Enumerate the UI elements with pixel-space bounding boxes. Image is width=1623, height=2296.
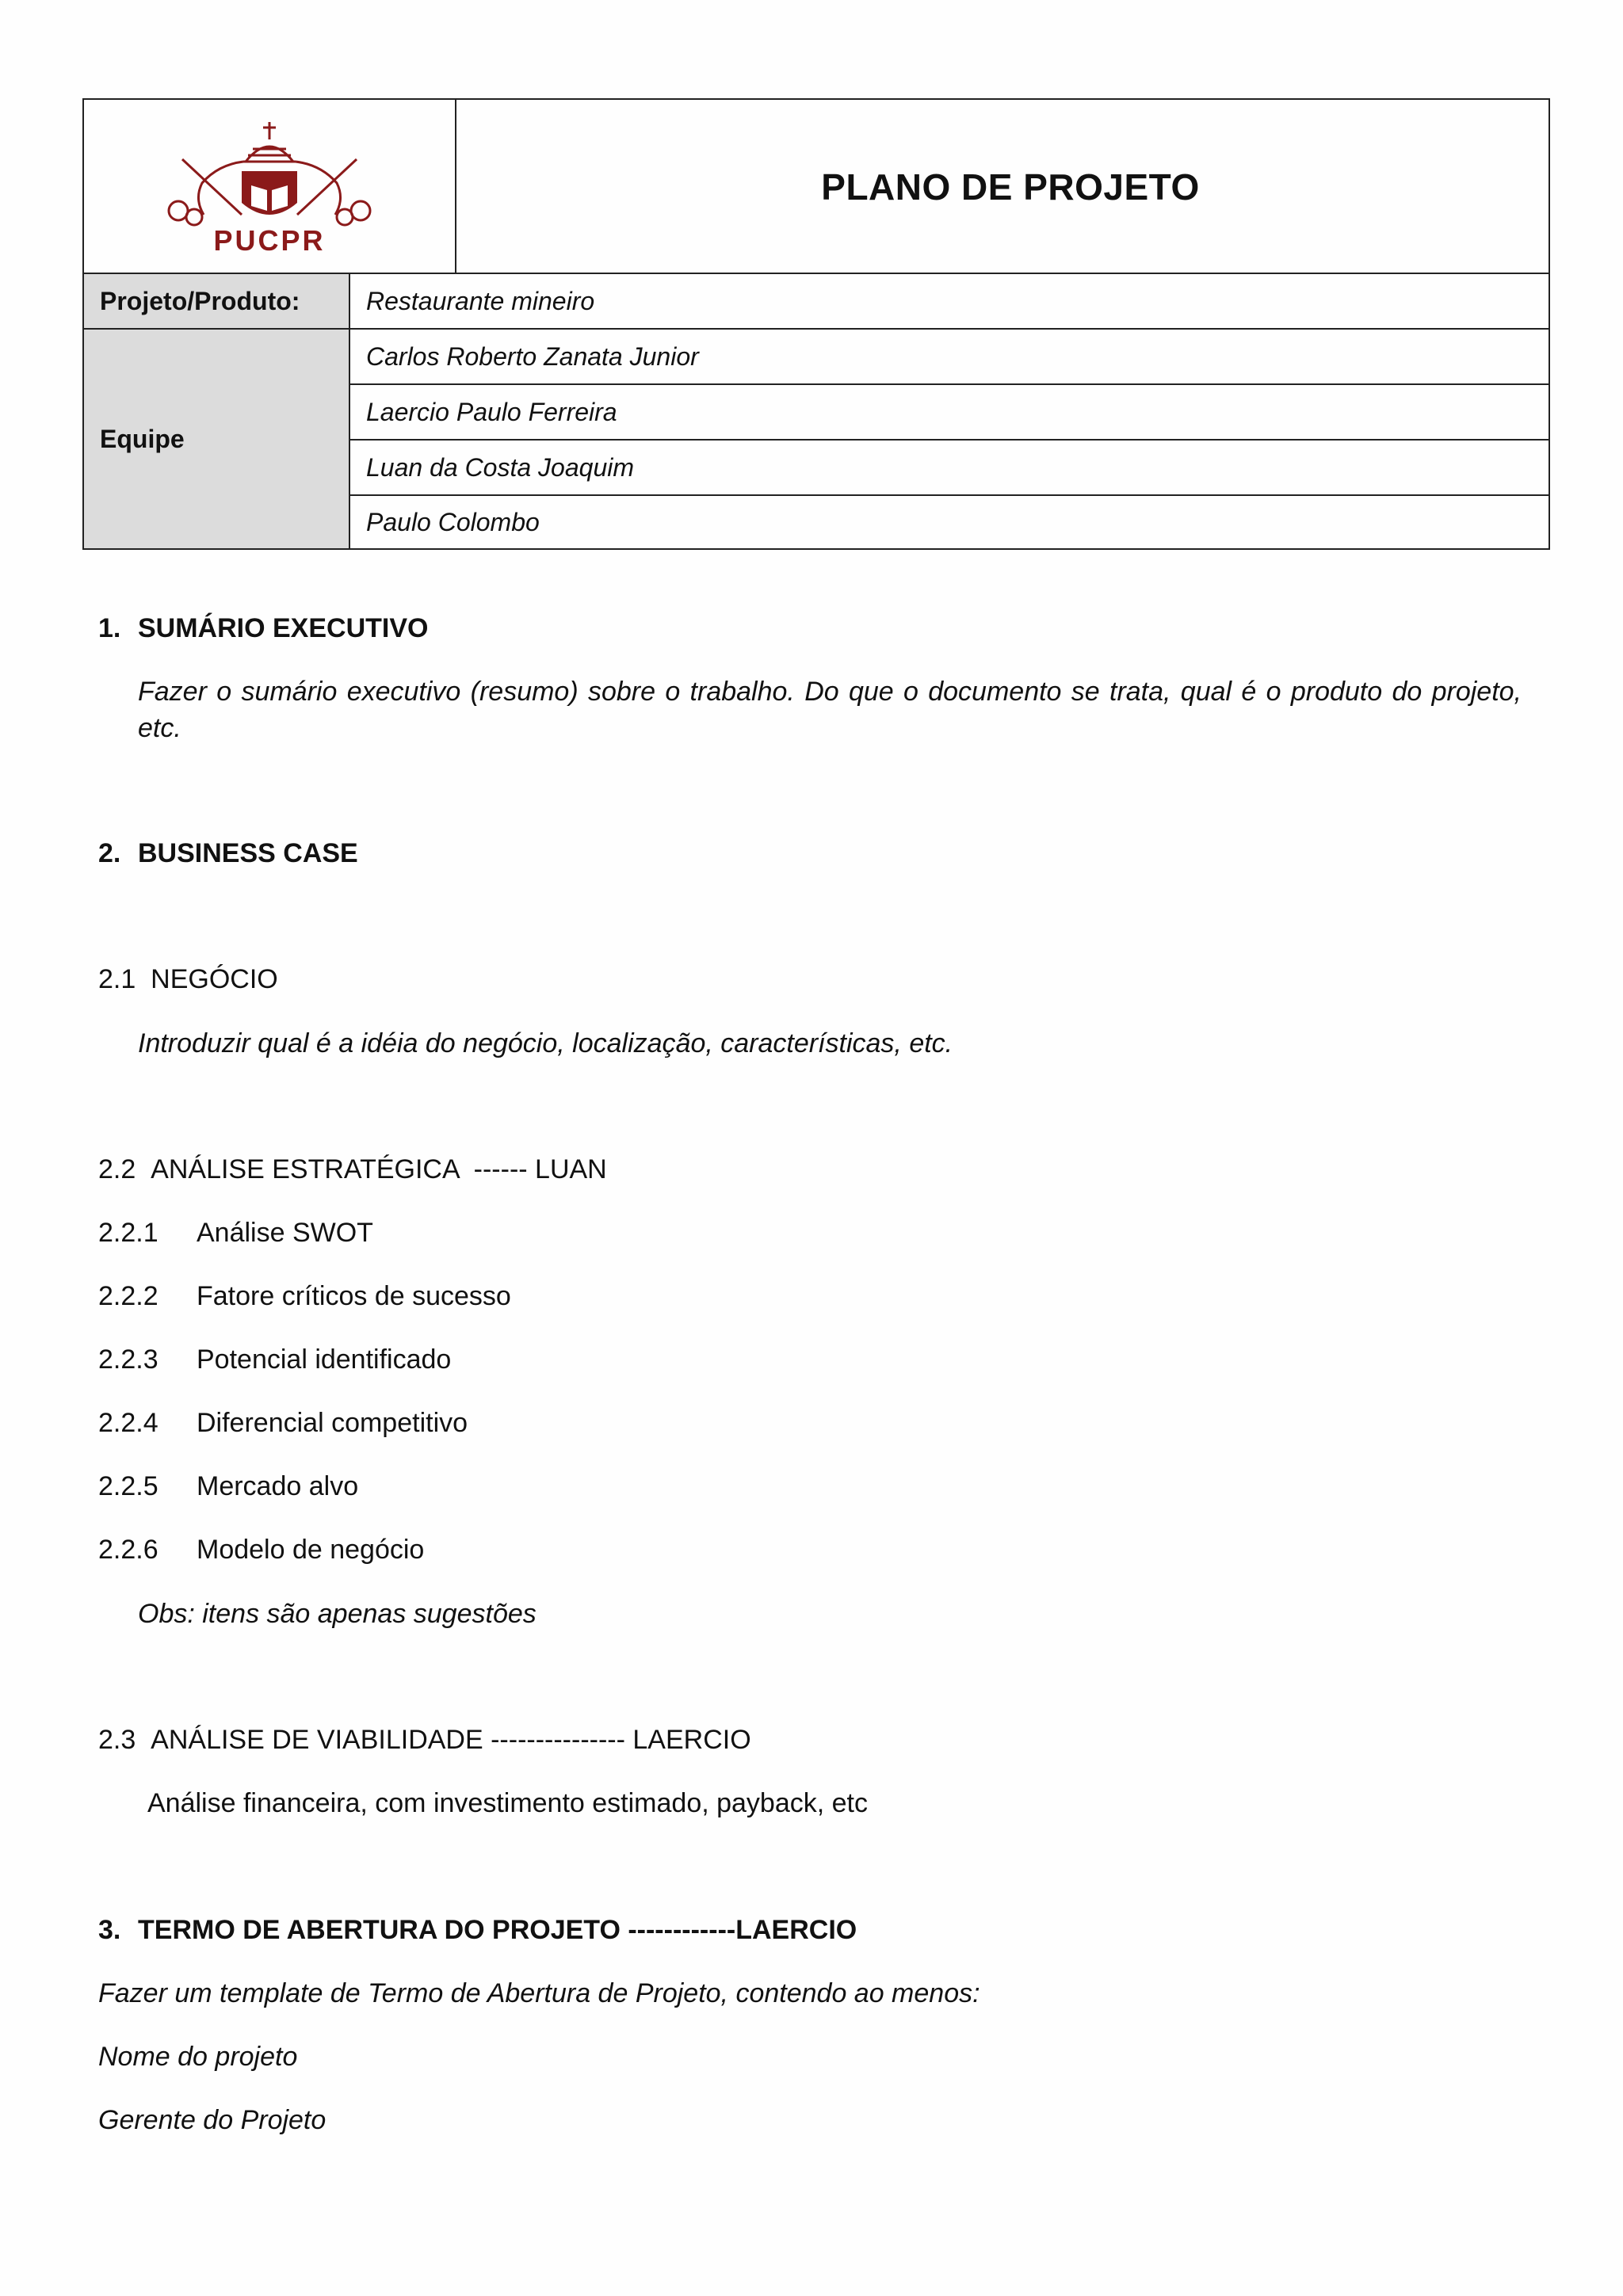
header-table <box>82 98 1550 550</box>
list-item <box>98 1344 451 1375</box>
section-2-1-heading <box>98 964 278 995</box>
item-label: Potencial identificado <box>197 1344 452 1375</box>
section-number: 2.1 <box>98 964 136 994</box>
item-label: Diferencial competitivo <box>197 1408 468 1438</box>
item-number: 2.2.5 <box>98 1471 158 1501</box>
list-item <box>98 1408 468 1439</box>
list-item <box>98 1535 424 1566</box>
section-title: ANÁLISE DE VIABILIDADE --------------- LAERCIO <box>151 1725 751 1755</box>
section-3-item: Gerente do Projeto <box>98 2105 327 2135</box>
section-number: 2.3 <box>98 1725 136 1755</box>
section-number: 1. <box>98 613 121 643</box>
section-2-heading <box>98 838 358 869</box>
section-title: SUMÁRIO EXECUTIVO <box>138 613 429 643</box>
section-2-1-text: Introduzir qual é a idéia do negócio, localização, características, etc. <box>138 1028 953 1058</box>
logo-text: PUCPR <box>213 224 326 257</box>
item-number: 2.2.3 <box>98 1344 158 1375</box>
section-3-item: Nome do projeto <box>98 2042 298 2072</box>
team-member: Luan da Costa Joaquim <box>366 452 634 482</box>
section-number: 2. <box>98 838 121 868</box>
pucpr-logo-icon <box>155 116 384 258</box>
section-title: ANÁLISE ESTRATÉGICA ------ LUAN <box>151 1154 607 1184</box>
project-value: Restaurante mineiro <box>366 286 595 315</box>
section-1-heading <box>98 613 428 644</box>
team-label: Equipe <box>84 330 350 548</box>
section-2-2-heading <box>98 1154 607 1185</box>
project-label: Projeto/Produto: <box>84 274 350 328</box>
item-number: 2.2.6 <box>98 1535 158 1565</box>
section-number: 3. <box>98 1915 121 1945</box>
item-label: Modelo de negócio <box>197 1535 425 1565</box>
item-number: 2.2.2 <box>98 1281 158 1311</box>
section-2-3-heading <box>98 1725 751 1756</box>
logo-cell <box>84 100 456 274</box>
document-title <box>456 100 1549 274</box>
section-number: 2.2 <box>98 1154 136 1184</box>
list-item <box>98 1218 373 1249</box>
section-title: BUSINESS CASE <box>138 838 358 868</box>
section-2-3-text: Análise financeira, com investimento estimado, payback, etc <box>147 1788 869 1818</box>
item-label: Fatore críticos de sucesso <box>197 1281 511 1311</box>
team-member: Paulo Colombo <box>366 507 540 536</box>
section-1-text: Fazer o sumário executivo (resumo) sobre o trabalho. Do que o documento se trata, qual é o produto do projeto, etc. <box>138 677 1522 743</box>
item-number: 2.2.4 <box>98 1408 158 1438</box>
section-2-2-note: Obs: itens são apenas sugestões <box>138 1599 537 1629</box>
item-number: 2.2.1 <box>98 1218 158 1248</box>
list-item <box>98 1281 511 1312</box>
item-label: Análise SWOT <box>197 1218 373 1248</box>
document-title-text: PLANO DE PROJETO <box>821 166 1200 208</box>
item-label: Mercado alvo <box>197 1471 359 1501</box>
team-member: Laercio Paulo Ferreira <box>366 397 617 426</box>
team-member: Carlos Roberto Zanata Junior <box>366 341 699 371</box>
section-title: TERMO DE ABERTURA DO PROJETO ------------LAERCIO <box>138 1915 857 1945</box>
list-item <box>98 1471 358 1502</box>
section-title: NEGÓCIO <box>151 964 278 994</box>
section-3-intro: Fazer um template de Termo de Abertura de Projeto, contendo ao menos: <box>98 1978 980 2008</box>
section-3-heading <box>98 1915 857 1946</box>
